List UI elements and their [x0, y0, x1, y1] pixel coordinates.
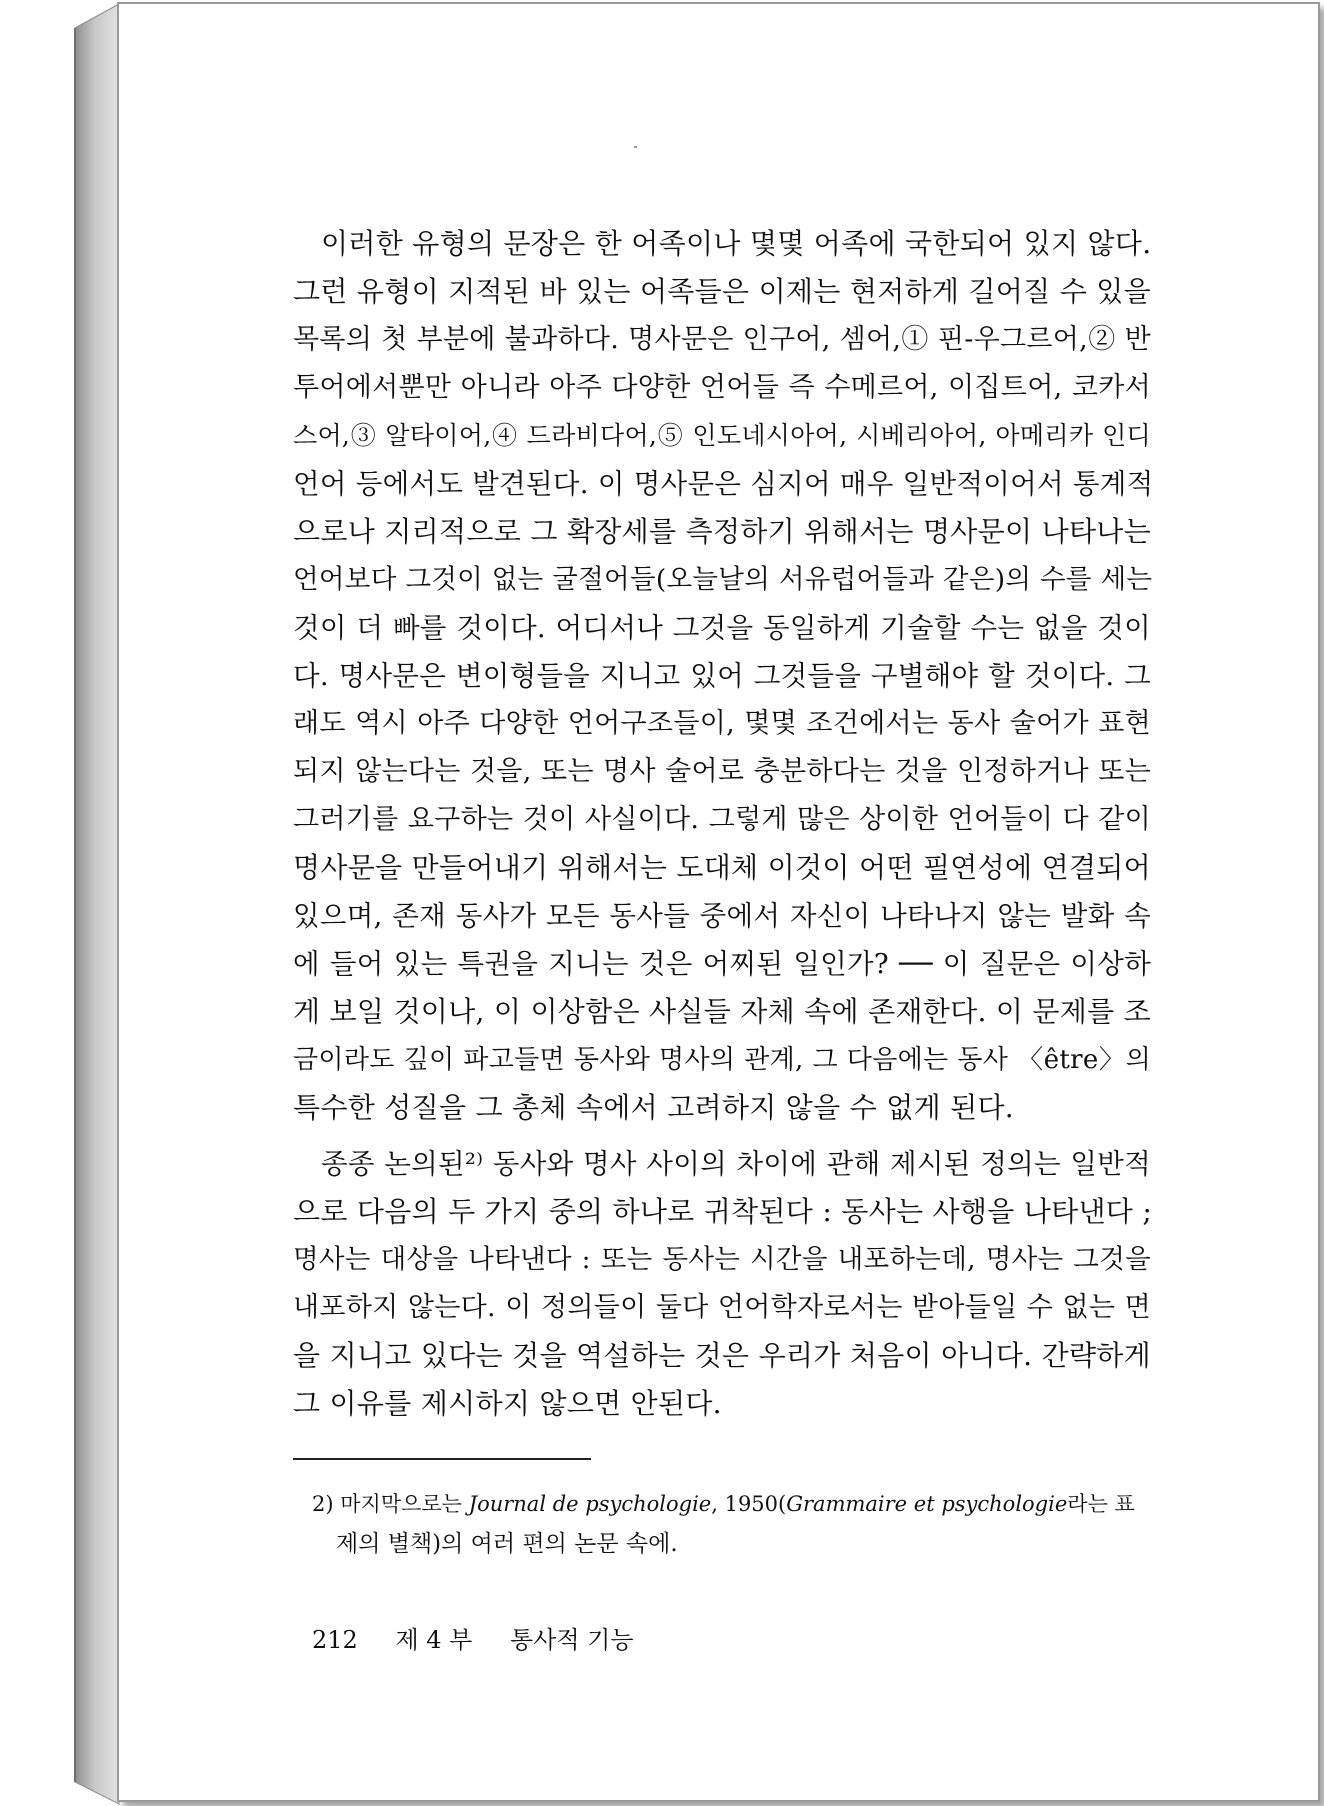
- text-line: 다. 명사문은 변이형들을 지니고 있어 그것들을 구별해야 할 것이다. 그: [293, 660, 1151, 692]
- text-line: 이러한 유형의 문장은 한 어족이나 몇몇 어족에 국한되어 있지 않다.: [321, 227, 1152, 260]
- footnote: [312, 1484, 1150, 1564]
- footnote-text: 마지막으로는: [340, 1492, 462, 1516]
- running-footer: [312, 1620, 634, 1660]
- footnote-line-2: 제의 별책)의 여러 편의 논문 속에.: [336, 1531, 678, 1557]
- text-line: 래도 역시 아주 다양한 언어구조들이, 몇몇 조건에서는 동사 술어가 표현: [293, 708, 1151, 739]
- text-line: 언어 등에서도 발견된다. 이 명사문은 심지어 매우 일반적이어서 통계적: [293, 468, 1154, 500]
- text-line: 것이 더 빠를 것이다. 어디서나 그것을 동일하게 기술할 수는 없을 것이: [293, 612, 1151, 644]
- part-label: 제 4 부: [395, 1626, 473, 1654]
- text-line: 언어보다 그것이 없는 굴절어들(오늘날의 서유럽어들과 같은)의 수를 세는: [293, 564, 1153, 595]
- text-line: 그러기를 요구하는 것이 사실이다. 그렇게 많은 상이한 언어들이 다 같이: [293, 804, 1151, 835]
- body-text: [293, 220, 1154, 1428]
- text-line: 그 이유를 제시하지 않으면 안된다.: [293, 1387, 722, 1420]
- footnote-journal-title: Journal de psychologie: [468, 1492, 712, 1516]
- text-line: 금이라도 깊이 파고들면 동사와 명사의 관계, 그 다음에는 동사 〈être〉의: [293, 1045, 1151, 1075]
- page-number: 212: [312, 1626, 358, 1654]
- text-line: 내포하지 않는다. 이 정의들이 둘다 언어학자로서는 받아들일 수 없는 면: [293, 1292, 1151, 1323]
- footnote-text: 라는 표: [1067, 1492, 1135, 1516]
- footnote-article-title: Grammaire et psychologie: [786, 1492, 1068, 1516]
- footnote-text: , 1950(: [711, 1492, 787, 1516]
- text-line: 을 지니고 있다는 것을 역설하는 것은 우리가 처음이 아니다. 간략하게: [293, 1339, 1151, 1372]
- print-speck: [634, 146, 637, 148]
- text-line: 명사는 대상을 나타낸다 : 또는 동사는 시간을 내포하는데, 명사는 그것을: [293, 1244, 1151, 1275]
- text-line: 되지 않는다는 것을, 또는 명사 술어로 충분하다는 것을 인정하거나 또는: [293, 756, 1151, 787]
- text-line: 그런 유형이 지적된 바 있는 어족들은 이제는 현저하게 길어질 수 있을: [293, 275, 1151, 308]
- text-line: 에 들어 있는 특권을 지니는 것은 어찌된 일인가? ── 이 질문은 이상하: [293, 948, 1151, 980]
- text-line: 있으며, 존재 동사가 모든 동사들 중에서 자신이 나타나지 않는 발화 속: [293, 900, 1151, 932]
- text-line: 명사문을 만들어내기 위해서는 도대체 이것이 어떤 필연성에 연결되어: [293, 851, 1151, 884]
- text-line: 스어,③ 알타이어,④ 드라비다어,⑤ 인도네시아어, 시베리아어, 아메리카 인디: [293, 421, 1151, 450]
- footnote-divider: [293, 1458, 591, 1460]
- text-line: 투어에서뿐만 아니라 아주 다양한 언어들 즉 수메르어, 이집트어, 코카서: [293, 372, 1151, 403]
- text-line: 종종 논의된²⁾ 동사와 명사 사이의 차이에 관해 제시된 정의는 일반적: [321, 1148, 1151, 1180]
- text-line: 으로 다음의 두 가지 중의 하나로 귀착된다 : 동사는 사행을 나타낸다 ;: [293, 1195, 1153, 1228]
- footnote-marker: 2): [312, 1492, 334, 1516]
- paragraph-1: [293, 220, 1154, 1132]
- text-line: 특수한 성질을 그 총체 속에서 고려하지 않을 수 없게 된다.: [293, 1091, 1015, 1124]
- footnote-line-1: [312, 1484, 1150, 1524]
- text-line: 게 보일 것이나, 이 이상함은 사실들 자체 속에 존재한다. 이 문제를 조: [293, 995, 1152, 1028]
- text-line: 으로나 지리적으로 그 확장세를 측정하기 위해서는 명사문이 나타나는: [293, 515, 1151, 548]
- paragraph-2: [293, 1140, 1151, 1428]
- text-line: 목록의 첫 부분에 불과하다. 명사문은 인구어, 셈어,① 핀-우그르어,② 반: [293, 324, 1151, 355]
- section-label: 통사적 기능: [510, 1626, 634, 1654]
